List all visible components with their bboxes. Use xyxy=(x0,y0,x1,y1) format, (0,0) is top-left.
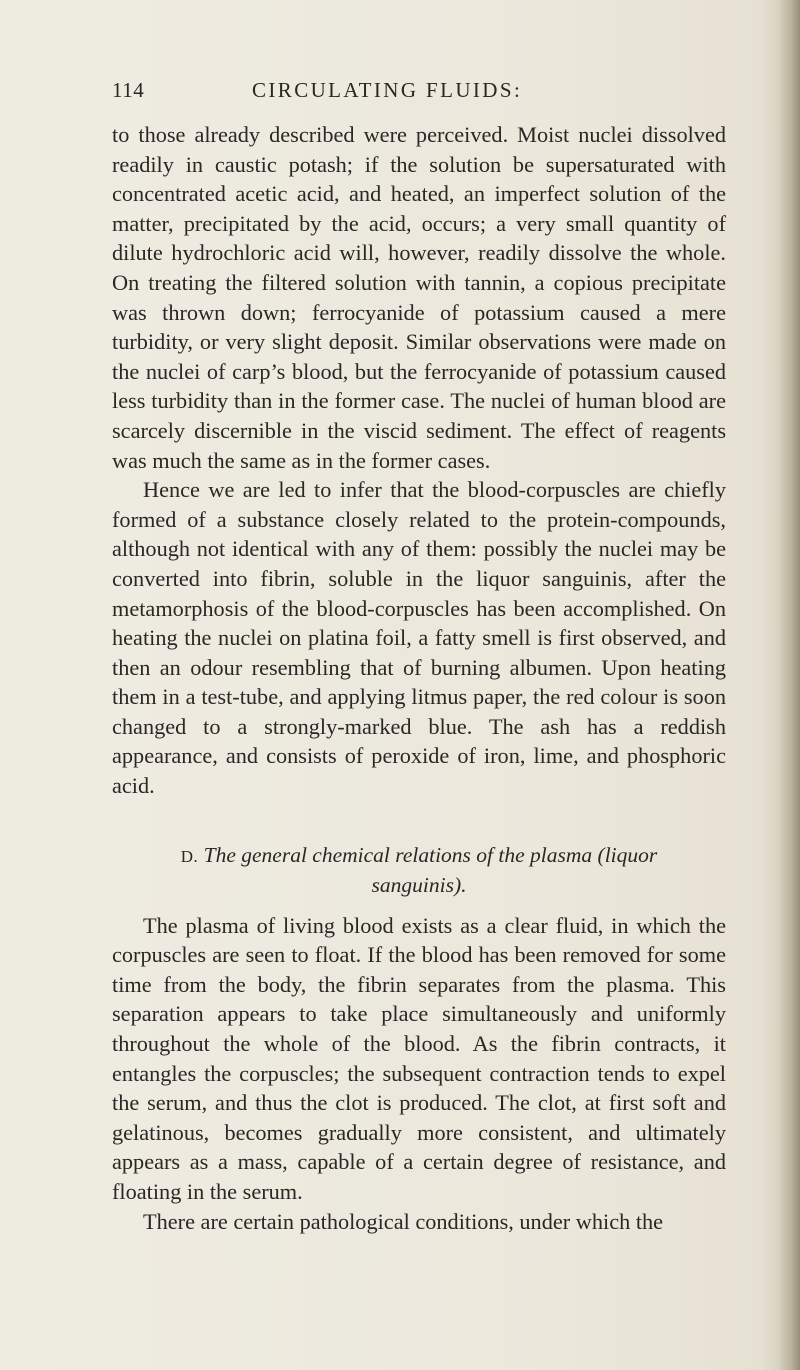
running-title: CIRCULATING FLUIDS: xyxy=(252,78,523,102)
paragraph-continued: to those already described were perceived. Moist nuclei dissolved readily in caustic potash; if the solution be supersaturated with concentrated acetic acid, and heated, an imperfect solution of the matter, precipitated by the acid, occurs; a very small quantity of dilute hydrochloric acid will, however, readily dissolve the whole. On treating the filtered solution with tannin, a copious precipitate was thrown down; ferrocyanide of potassium caused a mere turbidity, or very slight deposit. Similar observations were made on the nuclei of carp’s blood, but the ferrocyanide of potassium caused less turbidity than in the former case. The nuclei of human blood are scarcely discernible in the viscid sediment. The effect of reagents was much the same as in the former cases. xyxy=(112,122,726,473)
page-number: 114 xyxy=(112,78,145,102)
paragraph: There are certain pathological conditions, under which the xyxy=(143,1208,664,1234)
paragraph: Hence we are led to infer that the blood-corpuscles are chiefly formed of a substance closely related to the protein-compounds, although not identical with any of them: possibly the nuclei may be converted into fibrin, soluble in the liquor sanguinis, after the metamorphosis of the blood-corpuscles has been accomplished. On heating the nuclei on platina foil, a fatty smell is first observed, and then an odour resembling that of burning albumen. Upon heating them in a test-tube, and applying litmus paper, the red colour is soon changed to a strongly-marked blue. The ash has a reddish appearance, and consists of peroxide of iron, lime, and phosphoric acid. xyxy=(112,477,726,799)
section-heading xyxy=(112,841,726,899)
section-subtitle-open: (liquor xyxy=(597,842,658,867)
body-text xyxy=(112,120,726,1236)
running-head xyxy=(112,78,722,112)
section-title: The general chemical relations of the plasma xyxy=(203,842,593,867)
section-subtitle: sanguinis). xyxy=(371,872,467,897)
paragraph: The plasma of living blood exists as a clear fluid, in which the corpuscles are seen to float. If the blood has been removed for some time from the body, the fibrin separates from the plasma. This separation appears to take place simultaneously and uniformly throughout the whole of the blood. As the fibrin contracts, it entangles the corpuscles; the subsequent contraction tends to expel the serum, and thus the clot is produced. The clot, at first soft and gelatinous, becomes gradually more consistent, and ultimately appears as a mass, capable of a certain degree of resistance, and floating in the serum. xyxy=(112,912,726,1204)
page-edge-shadow xyxy=(778,0,800,1370)
section-letter: D. xyxy=(180,846,199,866)
